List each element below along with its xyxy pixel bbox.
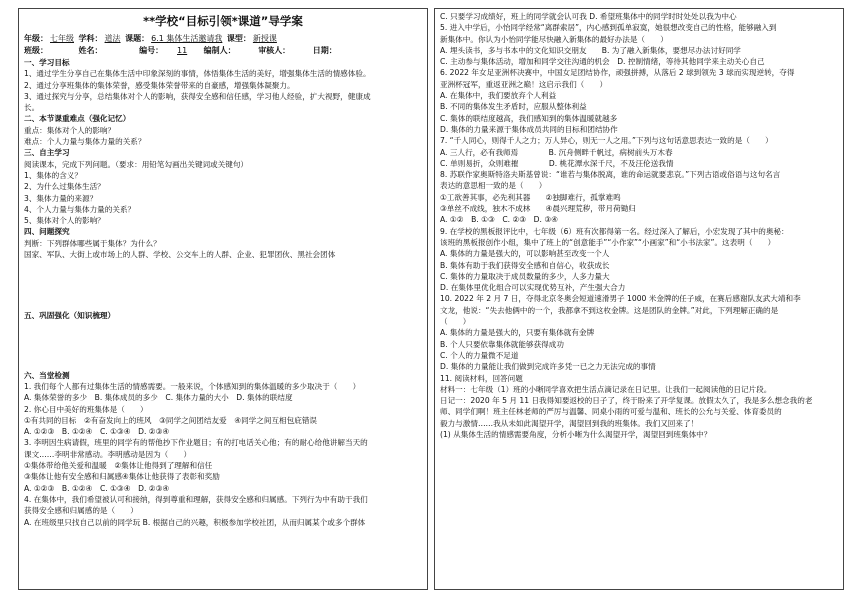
- answer-space: [24, 322, 422, 370]
- material-line: 师、同学们啊！班主任林老师的严厉与温馨、同桌小雨的可爱与温和、班长的公允与关爱、体育委员的: [440, 407, 782, 417]
- name-label: 姓名：: [78, 46, 103, 55]
- question-line: 2. 你心目中美好的班集体是（ ）: [24, 404, 148, 414]
- section-heading: 四、问题探究: [24, 227, 70, 237]
- question-line: 5、集体对个人的影响？: [24, 216, 105, 226]
- question-line: 2、为什么过集体生活？: [24, 182, 105, 192]
- text-line: 难点：个人力量与集体力量的关系？: [24, 137, 146, 147]
- class-label: 班级：: [24, 46, 48, 55]
- subject-value: 道法: [104, 34, 121, 43]
- question-line: 亚洲杯冠军，重返亚洲之巅！这启示我们（ ）: [440, 79, 608, 89]
- text-line: 阅读课本，完成下列问题。（要求：用铅笔勾画出关键词或关键句）: [24, 159, 249, 169]
- question-line: 11. 阅读材料，回答问题: [440, 373, 523, 383]
- option-line: A. 在班级里只找自己以前的同学玩 B. 根据自己的兴趣，积极参加学校社团，从而归属某个或多个群体: [24, 517, 366, 527]
- question-line: 新集体中。你认为小怡同学能尽快融入新集体的最好办法是（ ）: [440, 34, 668, 44]
- option-line: A. 集体的力量是强大的，只要有集体就有金牌: [440, 328, 595, 338]
- option-line: ①工欲善其事，必先利其器 ②独脚难行，孤掌难鸣: [440, 192, 621, 202]
- option-line: ①有共同的目标 ②有奋发向上的班风 ③同学之间团结友爱 ④同学之间互相包庇错误: [24, 415, 318, 425]
- option-line: C. 主动参与集体活动，增加和同学交往沟通的机会 D. 控制情绪，等待其他同学来主动关心自己: [440, 57, 765, 67]
- material-line: 材料一：七年级（1）班的小晰同学喜欢把生活点滴记录在日记里。让我们一起阅读他的日记片段。: [440, 384, 772, 394]
- option-line: A. 在集体中，我们要放弃个人利益: [440, 91, 557, 101]
- section-heading: 二、本节课重难点（强化记忆）: [24, 114, 131, 124]
- question-line: 10. 2022 年 2 月 7 日，夺得北京冬奥会短道速滑男子 1000 米金牌的任子威，在赛后感谢队友武大靖和李: [440, 294, 801, 304]
- option-line: ①集体带给他关爱和温暖 ②集体让他得到了理解和信任: [24, 461, 213, 471]
- option-line: C. 单则易折，众则难摧 D. 桃花潭水深千尺，不及汪伦送我情: [440, 158, 674, 168]
- question-line: (1) 从集体生活的情感需要角度，分析小晰为什么渴望开学，渴望回到班集体中？: [440, 429, 712, 439]
- type-value: 新授课: [252, 34, 277, 43]
- reviewer-label: 审核人：: [258, 46, 291, 55]
- topic-label: 课题：: [125, 34, 150, 43]
- section-heading: 三、自主学习: [24, 148, 70, 158]
- option-line: ③单丝不成线，独木不成林 ④晨兴理荒秽，带月荷锄归: [440, 204, 636, 214]
- option-line: A. 埋头读书，多与书本中的文化知识交朋友 B. 为了融入新集体，要想尽办法讨好同学: [440, 45, 741, 55]
- question-line: 1. 我们每个人都有过集体生活的情感需要。一般来说，个体感知到的集体温暖的多少取决于（ ）: [24, 381, 361, 391]
- question-line: （ ）: [440, 317, 471, 327]
- option-line: C. 集体的联结度越高，我们感知到的集体温暖就越多: [440, 113, 618, 123]
- page-title: **学校“目标引领*课道”导学案: [143, 14, 303, 28]
- text-line: 长。: [24, 103, 40, 113]
- material-line: 毅力与激情……我从未如此渴望开学，渴望回到我的班集体。我们又回来了！: [440, 418, 699, 428]
- question-line: 8. 苏联作家奥斯特洛夫斯基曾说：“谁若与集体脱离，谁的命运就要悲哀。”下列古语或俗语与这句名言: [440, 170, 781, 180]
- option-line: ③集体让他有安全感和归属感④集体让他获得了表彰和奖励: [24, 472, 220, 482]
- material-line: 日记一：2020 年 5 月 11 日我得知要返校的日子了，终于盼来了开学复课。放假太久了，我是多么想念我的老: [440, 396, 813, 406]
- meta-line-1: [24, 33, 422, 45]
- left-column: [18, 8, 428, 590]
- option-line: D. 集体的力量能让我们做到完成许多凭一已之力无法完成的事情: [440, 362, 656, 372]
- question-line: 文龙，他说：“失去他俩中的一个，我都拿不到这枚金牌。这是团队的金牌。”对此，下列理解正确的是: [440, 305, 779, 315]
- text-line: 3、通过探究与分享，总结集体对个人的影响，获得安全感和信任感，学习他人经验，扩大视野，健康成: [24, 91, 371, 101]
- date-label: 日期：: [312, 46, 337, 55]
- option-line: D. 集体的力量来源于集体成员共同的目标和团结协作: [440, 124, 618, 134]
- option-line: B. 不同的集体发生矛盾时，应服从整体利益: [440, 102, 587, 112]
- topic-value: 6.1 集体生活邀请我: [151, 34, 223, 43]
- type-label: 课型：: [226, 34, 251, 43]
- question-line: 5. 进入中学后，小怡同学经常“离群索居”，内心感到孤单寂寞，她很想改变自己的性格，能够融入到: [440, 23, 777, 33]
- question-line: 4、个人力量与集体力量的关系？: [24, 204, 136, 214]
- text-line: 国家、军队、大街上或市场上的人群、学校、公交车上的人群、企业、犯罪团伙、黑社会团体: [24, 250, 336, 260]
- num-label: 编号：: [139, 46, 164, 55]
- section-heading: 六、当堂检测: [24, 370, 70, 380]
- option-line: D. 在集体里优化组合可以实现优势互补，产生强大合力: [440, 283, 626, 293]
- question-line: 3、集体力量的来源？: [24, 193, 98, 203]
- option-line: A. ①②③ B. ①②④ C. ①③④ D. ②③④: [24, 427, 170, 437]
- question-line: 6. 2022 年女足亚洲杯决赛中，中国女足团结协作，顽强拼搏，从落后 2 球到领先 3 球而实现逆转，夺得: [440, 68, 795, 78]
- editor-label: 编制人：: [203, 46, 236, 55]
- question-line: 获得安全感和归属感的是（ ）: [24, 506, 138, 516]
- option-line: C. 只要学习成绩好，班上的同学就会认可我 D. 希望班集体中的同学时时处处以我为中心: [440, 12, 737, 21]
- option-line: C. 集体的力量取决于成员数量的多少，人多力量大: [440, 271, 610, 281]
- right-column: [434, 8, 844, 590]
- subject-label: 学科：: [78, 34, 103, 43]
- question-line: 1、集体的含义？: [24, 170, 82, 180]
- question-line: 4. 在集体中，我们希望被认可和接纳，得到尊重和理解，获得安全感和归属感。下列行为中有助于我们: [24, 494, 368, 504]
- section-heading: 一、学习目标: [24, 58, 70, 67]
- option-line: A. 集体的力量是强大的，可以影响甚至改变一个人: [440, 249, 610, 259]
- option-line: A. 三人行，必有我师焉 B. 沉舟侧畔千帆过，病树前头万木春: [440, 147, 673, 157]
- option-line: B. 个人只要依靠集体就能够获得成功: [440, 339, 564, 349]
- text-line: 2、通过分享班集体的集体荣誉，感受集体荣誉带来的自豪感，增强集体凝聚力。: [24, 80, 295, 90]
- text-line: 重点：集体对个人的影响？: [24, 125, 116, 135]
- option-line: B. 集体有助于我们获得安全感和自信心，收获成长: [440, 260, 610, 270]
- question-line: 3. 李明因生病请假，班里的同学有的帮他抄下作业题目；有的打电话关心他；有的耐心给他讲解当天的: [24, 438, 368, 448]
- text-line: 判断：下列群体哪些属于集体？为什么？: [24, 238, 161, 248]
- grade-label: 年级：: [24, 34, 48, 43]
- text-line: 1、通过学生分享自己在集体生活中印象深刻的事情，体悟集体生活的美好，增强集体生活的情感体验。: [24, 69, 371, 79]
- answer-space: [24, 260, 422, 310]
- question-line: 9. 在学校的黑板报评比中，七年级（6）班有次都得第一名。经过深入了解后，小宏发现了其中的奥秘：: [440, 226, 789, 236]
- option-line: A. ①②③ B. ①②④ C. ①③④ D. ②③④: [24, 483, 170, 493]
- meta-line-2: [24, 45, 422, 57]
- option-line: A. ①② B. ①③ C. ②③ D. ③④: [440, 215, 558, 225]
- question-line: 课文……李明非常感动。李明感动是因为（ ）: [24, 449, 192, 459]
- question-line: 表达的意思相一致的是（ ）: [440, 181, 547, 191]
- section-heading: 五、巩固强化（知识梳理）: [24, 311, 116, 321]
- num-value: 11: [177, 46, 188, 55]
- question-line: 该班的黑板报创作小组，集中了班上的“创意能手”“小作家”“小画家”和“小书法家”。这表明（ ）: [440, 237, 776, 247]
- option-line: A. 集体荣誉的多少 B. 集体成员的多少 C. 集体力量的大小 D. 集体的联结度: [24, 393, 293, 403]
- question-line: 7. “千人同心，则得千人之力；万人异心，则无一人之用。”下列与这句话意思表达一致的是（ ）: [440, 136, 773, 146]
- grade-value: 七年级: [50, 34, 74, 43]
- option-line: C. 个人的力量微不足道: [440, 350, 519, 360]
